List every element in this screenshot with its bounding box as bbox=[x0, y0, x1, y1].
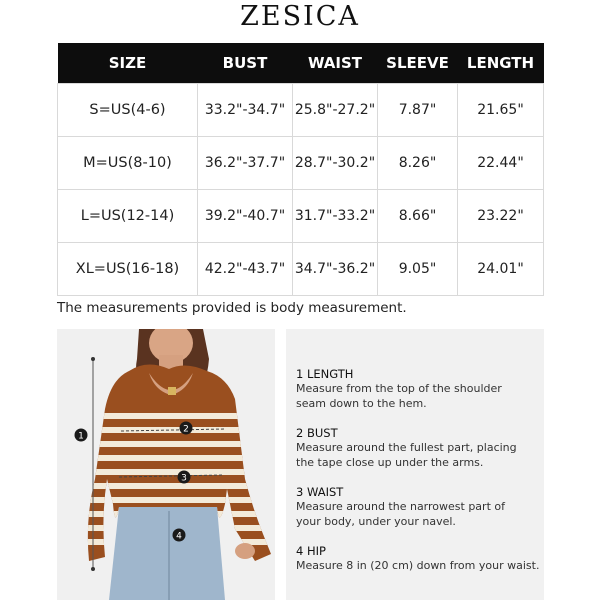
marker-3 bbox=[178, 471, 191, 484]
marker-1 bbox=[75, 429, 88, 442]
guide-title: 3 WAIST bbox=[296, 485, 344, 499]
table-row bbox=[58, 136, 544, 189]
header-size: SIZE bbox=[58, 43, 198, 83]
measurement-guide bbox=[286, 329, 544, 600]
cell-sleeve: 8.66" bbox=[378, 189, 458, 242]
guide-desc-line: seam down to the hem. bbox=[296, 396, 427, 410]
guide-desc-line: the tape close up under the arms. bbox=[296, 455, 484, 469]
svg-text:3: 3 bbox=[181, 473, 187, 484]
marker-2 bbox=[180, 422, 193, 435]
header-length: LENGTH bbox=[458, 43, 544, 83]
cell-bust: 39.2"-40.7" bbox=[198, 189, 293, 242]
cell-length: 24.01" bbox=[458, 242, 544, 295]
guide-title: 2 BUST bbox=[296, 426, 338, 440]
header-sleeve: SLEEVE bbox=[378, 43, 458, 83]
marker-4 bbox=[173, 529, 186, 542]
guide-hip bbox=[296, 544, 541, 574]
measurement-note: The measurements provided is body measurement. bbox=[57, 300, 407, 316]
size-chart-table bbox=[57, 43, 544, 296]
model-photo bbox=[57, 329, 275, 600]
cell-size: XL=US(16-18) bbox=[58, 242, 198, 295]
cell-sleeve: 9.05" bbox=[378, 242, 458, 295]
guide-title: 1 LENGTH bbox=[296, 367, 354, 381]
cell-sleeve: 8.26" bbox=[378, 136, 458, 189]
brand-logo: ZESICA bbox=[240, 1, 360, 32]
svg-text:1: 1 bbox=[78, 431, 84, 442]
cell-bust: 33.2"-34.7" bbox=[198, 83, 293, 136]
cell-length: 23.22" bbox=[458, 189, 544, 242]
table-row bbox=[58, 83, 544, 136]
guide-desc-line: Measure from the top of the shoulder bbox=[296, 382, 502, 395]
cell-length: 21.65" bbox=[458, 83, 544, 136]
cell-waist: 34.7"-36.2" bbox=[293, 242, 378, 295]
guide-desc-line: Measure around the narrowest part of bbox=[296, 500, 505, 513]
guide-bust bbox=[296, 426, 541, 470]
cell-waist: 25.8"-27.2" bbox=[293, 83, 378, 136]
cell-waist: 28.7"-30.2" bbox=[293, 136, 378, 189]
header-bust: BUST bbox=[198, 43, 293, 83]
svg-text:2: 2 bbox=[183, 424, 189, 435]
header-waist: WAIST bbox=[293, 43, 378, 83]
cell-size: L=US(12-14) bbox=[58, 189, 198, 242]
guide-desc-line: Measure around the fullest part, placing bbox=[296, 441, 517, 454]
guide-desc-line: your body, under your navel. bbox=[296, 514, 456, 528]
cell-size: M=US(8-10) bbox=[58, 136, 198, 189]
guide-waist bbox=[296, 485, 541, 529]
table-row bbox=[58, 242, 544, 295]
cell-waist: 31.7"-33.2" bbox=[293, 189, 378, 242]
cell-size: S=US(4-6) bbox=[58, 83, 198, 136]
cell-length: 22.44" bbox=[458, 136, 544, 189]
cell-bust: 42.2"-43.7" bbox=[198, 242, 293, 295]
table-row bbox=[58, 189, 544, 242]
guide-title: 4 HIP bbox=[296, 544, 326, 558]
table-header-row bbox=[58, 43, 544, 83]
svg-text:4: 4 bbox=[176, 531, 182, 542]
cell-bust: 36.2"-37.7" bbox=[198, 136, 293, 189]
guide-desc-line: Measure 8 in (20 cm) down from your waist. bbox=[296, 559, 540, 572]
guide-length bbox=[296, 367, 541, 411]
cell-sleeve: 7.87" bbox=[378, 83, 458, 136]
model-illustration bbox=[57, 329, 275, 600]
